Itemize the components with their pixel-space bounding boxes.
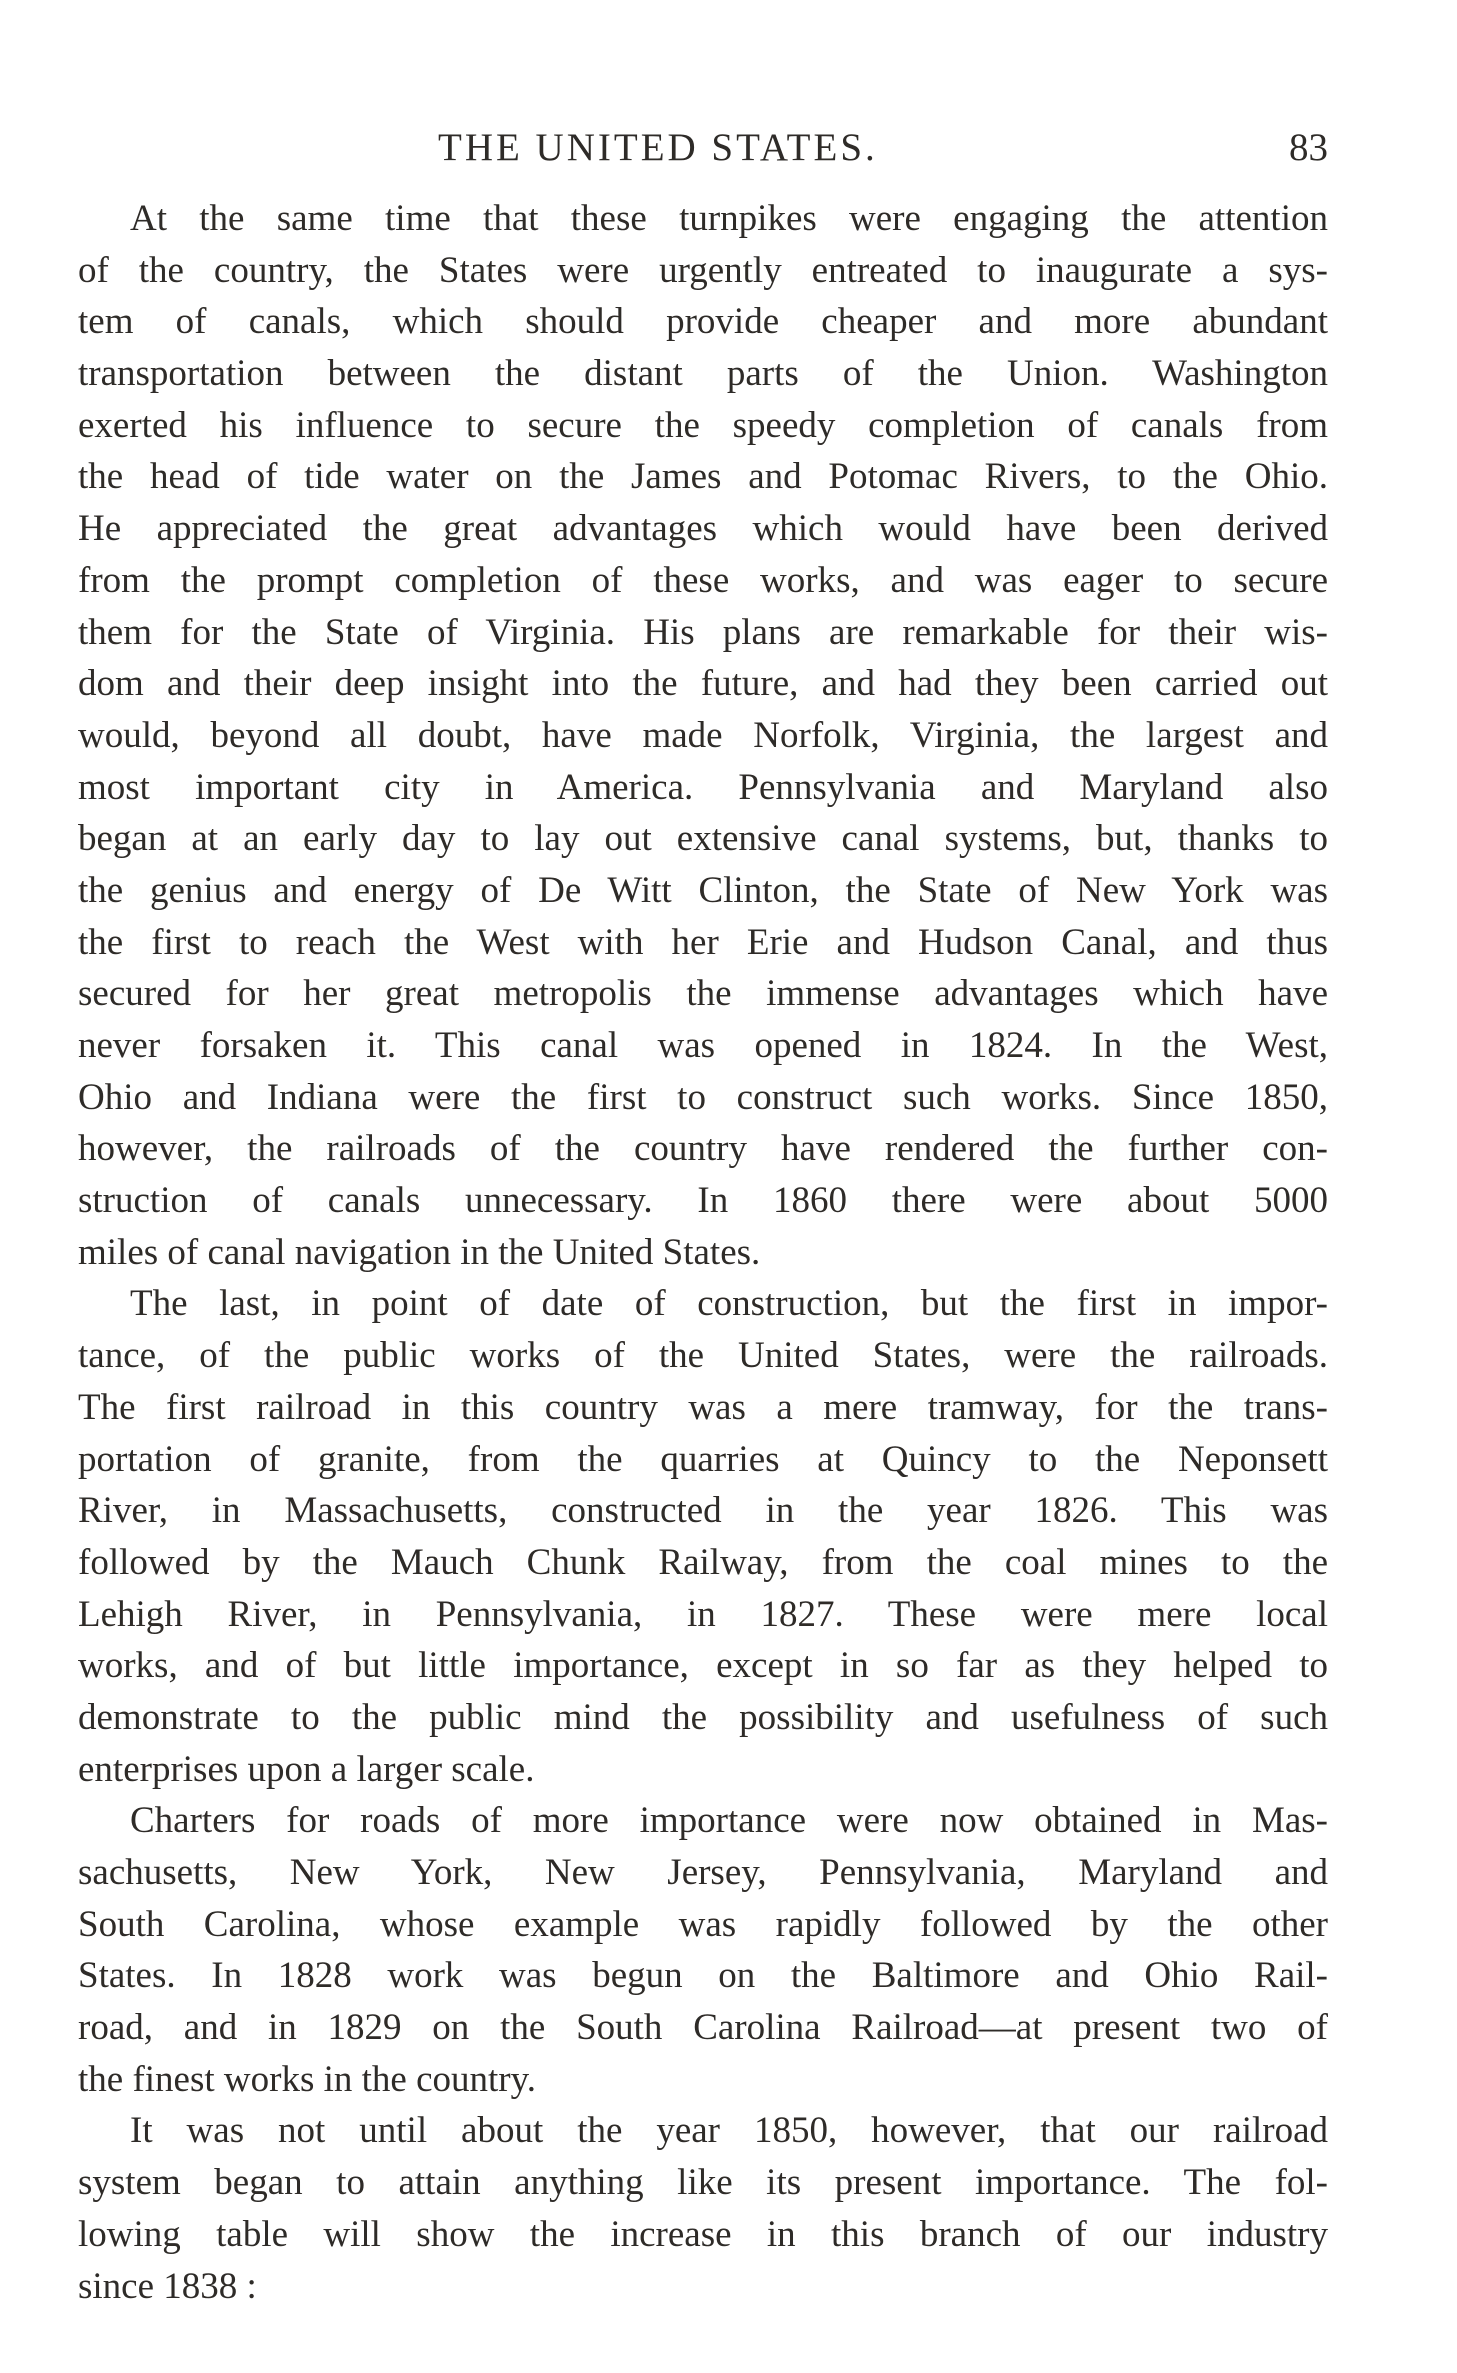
text-line: followed by the Mauch Chunk Railway, from the coal mines to the [78, 1541, 1328, 1583]
text-line: The last, in point of date of construction, but the first in impor- [130, 1283, 1328, 1325]
text-line: from the prompt completion of these works, and was eager to secure [78, 559, 1328, 601]
text-line: them for the State of Virginia. His plans are remarkable for their wis- [78, 611, 1328, 653]
text-line: dom and their deep insight into the future, and had they been carried out [78, 663, 1328, 705]
text-line: The first railroad in this country was a mere tramway, for the trans- [78, 1386, 1328, 1428]
text-line: system began to attain anything like its present importance. The fol- [78, 2162, 1328, 2204]
text-line: the head of tide water on the James and Potomac Rivers, to the Ohio. [78, 456, 1328, 498]
text-line: struction of canals unnecessary. In 1860 there were about 5000 [78, 1180, 1328, 1222]
text-line: of the country, the States were urgently entreated to inaugurate a sys- [78, 249, 1328, 291]
text-line: works, and of but little importance, except in so far as they helped to [78, 1645, 1328, 1687]
text-line: the first to reach the West with her Erie and Hudson Canal, and thus [78, 921, 1328, 963]
text-line: demonstrate to the public mind the possibility and usefulness of such [78, 1696, 1328, 1738]
text-line: began at an early day to lay out extensive canal systems, but, thanks to [78, 818, 1328, 860]
text-line: miles of canal navigation in the United States. [78, 1231, 761, 1273]
running-head [78, 120, 1328, 176]
text-line: sachusetts, New York, New Jersey, Pennsylvania, Maryland and [78, 1852, 1328, 1893]
text-line: It was not until about the year 1850, however, that our railroad [130, 2110, 1328, 2152]
text-line: portation of granite, from the quarries at Quincy to the Neponsett [78, 1438, 1328, 1480]
text-line: would, beyond all doubt, have made Norfolk, Virginia, the largest and [78, 714, 1328, 756]
text-line: South Carolina, whose example was rapidly followed by the other [78, 1903, 1328, 1945]
text-line: transportation between the distant parts of the Union. Washington [78, 353, 1328, 395]
text-line: the genius and energy of De Witt Clinton, the State of New York was [78, 869, 1328, 911]
text-line: Ohio and Indiana were the first to construct such works. Since 1850, [78, 1076, 1328, 1118]
text-line: road, and in 1829 on the South Carolina Railroad—at present two of [78, 2007, 1328, 2049]
text-line: Charters for roads of more importance were now obtained in Mas- [130, 1800, 1328, 1842]
text-line: Lehigh River, in Pennsylvania, in 1827. These were mere local [78, 1593, 1328, 1635]
text-line: however, the railroads of the country have rendered the further con- [78, 1128, 1328, 1170]
text-line: States. In 1828 work was begun on the Baltimore and Ohio Rail- [78, 1955, 1328, 1997]
text-line: lowing table will show the increase in this branch of our industry [78, 2213, 1328, 2255]
text-line: most important city in America. Pennsylvania and Maryland also [78, 766, 1328, 808]
body-text [78, 193, 1328, 2312]
running-title: THE UNITED STATES. [438, 126, 878, 169]
text-line: He appreciated the great advantages which would have been derived [78, 508, 1328, 550]
text-line: tem of canals, which should provide cheaper and more abundant [78, 301, 1328, 343]
text-line: never forsaken it. This canal was opened in 1824. In the West, [78, 1025, 1328, 1066]
text-line: At the same time that these turnpikes were engaging the attention [130, 198, 1328, 239]
text-line: since 1838 : [78, 2265, 257, 2307]
text-line: the finest works in the country. [78, 2058, 536, 2100]
text-line: secured for her great metropolis the immense advantages which have [78, 973, 1328, 1015]
page-number: 83 [1289, 126, 1328, 169]
text-line: exerted his influence to secure the speedy completion of canals from [78, 404, 1328, 446]
text-line: River, in Massachusetts, constructed in the year 1826. This was [78, 1490, 1328, 1532]
text-line: tance, of the public works of the United States, were the railroads. [78, 1335, 1328, 1377]
text-line: enterprises upon a larger scale. [78, 1748, 535, 1790]
